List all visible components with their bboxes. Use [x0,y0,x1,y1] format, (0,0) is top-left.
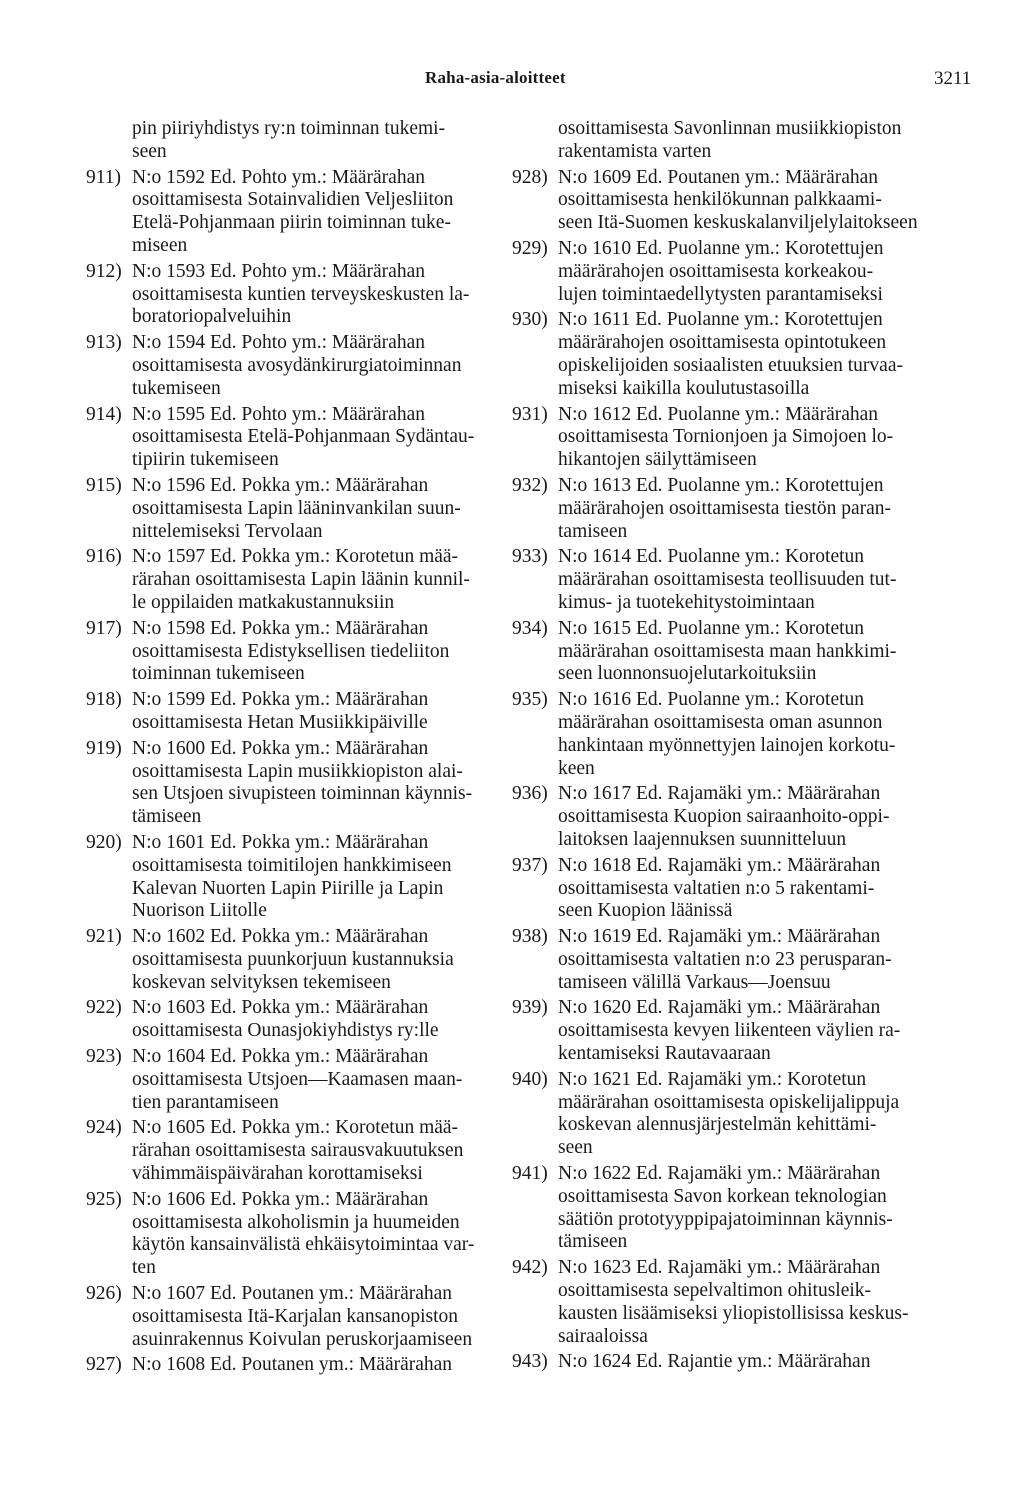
list-item [86,546,494,614]
entry-number: 938) [512,926,548,948]
text-line: N:o 1598 Ed. Pokka ym.: Määrärahan [132,617,429,639]
text-line: N:o 1623 Ed. Rajamäki ym.: Määrärahan [558,1257,881,1279]
continued-entry-text [558,118,950,164]
entry-text [132,926,494,994]
entry-number: 927) [86,1354,122,1376]
text-line: osoittamisesta Savonlinnan musiikkiopiston [558,118,902,139]
list-item [86,832,494,923]
text-line: N:o 1610 Ed. Puolanne ym.: Korotettujen [558,237,884,259]
text-line: kimus- ja tuotekehitystoimintaan [558,591,815,613]
entry-text [558,689,950,780]
text-line: rakentamista varten [558,140,712,162]
text-line: ten [132,1257,156,1279]
text-line: N:o 1613 Ed. Puolanne ym.: Korotettujen [558,474,884,496]
text-line: osoittamisesta avosydänkirurgiatoiminnan [132,354,462,376]
entry-number: 933) [512,546,548,568]
text-line: määrärahan osoittamisesta opiskelijalippuja [558,1091,900,1113]
text-line: keen [558,757,595,779]
list-item [512,475,950,543]
text-line: kausten lisäämiseksi yliopistollisissa keskus- [558,1302,909,1324]
text-line: N:o 1595 Ed. Pohto ym.: Määrärahan [132,403,425,425]
entry-number: 942) [512,1257,548,1279]
entry-number: 934) [512,617,548,639]
list-item [86,1354,494,1377]
text-line: määrärahojen osoittamisesta tiestön paran- [558,497,892,519]
text-line: miseksi kaikilla koulutustasoilla [558,377,810,399]
text-line: seen luonnonsuojelutarkoituksiin [558,663,817,685]
entry-text [132,546,494,614]
text-line: tamiseen [558,520,628,542]
entry-number: 920) [86,831,122,853]
list-item [86,738,494,829]
entry-text [558,855,950,923]
text-line: sairaaloissa [558,1325,648,1347]
entry-number: 912) [86,260,122,282]
entry-number: 914) [86,403,122,425]
list-item [512,618,950,686]
text-line: N:o 1606 Ed. Pokka ym.: Määrärahan [132,1188,429,1210]
text-line: osoittamisesta Sotainvalidien Veljesliiton [132,189,454,211]
text-line: N:o 1609 Ed. Poutanen ym.: Määrärahan [558,166,879,188]
entry-text [558,997,950,1065]
entry-number: 919) [86,737,122,759]
entry-number: 915) [86,474,122,496]
text-line: N:o 1608 Ed. Poutanen ym.: Määrärahan [132,1354,453,1376]
list-item [512,689,950,780]
text-line: osoittamisesta Tornionjoen ja Simojoen lo- [558,426,894,448]
list-item [512,238,950,306]
entry-number: 941) [512,1163,548,1185]
text-line: tipiirin tukemiseen [132,449,279,471]
text-line: N:o 1624 Ed. Rajantie ym.: Määrärahan [558,1351,871,1373]
text-line: N:o 1599 Ed. Pokka ym.: Määrärahan [132,689,429,711]
entry-number: 932) [512,474,548,496]
text-line: käytön kansainvälistä ehkäisytoimintaa var- [132,1234,475,1256]
list-item [86,1189,494,1280]
text-line: osoittamisesta Savon korkean teknologian [558,1185,887,1207]
text-line: osoittamisesta Hetan Musiikkipäiville [132,711,428,733]
entry-number: 935) [512,689,548,711]
list-item [86,332,494,400]
text-line: N:o 1620 Ed. Rajamäki ym.: Määrärahan [558,997,881,1019]
text-line: sen Utsjoen sivupisteen toiminnan käynnis- [132,783,473,805]
text-line: osoittamisesta Edistyksellisen tiedeliiton [132,640,450,662]
entry-number: 930) [512,309,548,331]
text-line: opiskelijoiden sosiaalisten etuuksien turvaa- [558,354,903,376]
entry-number: 925) [86,1188,122,1210]
text-line: N:o 1594 Ed. Pohto ym.: Määrärahan [132,332,425,354]
list-item [512,1069,950,1160]
text-line: osoittamisesta kuntien terveyskeskusten la- [132,283,470,305]
text-line: le oppilaiden matkakustannuksiin [132,591,395,613]
list-item [512,855,950,923]
list-item [512,1351,950,1374]
text-line: vähimmäispäivärahan korottamiseksi [132,1163,423,1185]
text-line: N:o 1618 Ed. Rajamäki ym.: Määrärahan [558,854,881,876]
text-line: Kalevan Nuorten Lapin Piirille ja Lapin [132,877,444,899]
text-line: osoittamisesta Utsjoen—Kaamasen maan- [132,1068,463,1090]
text-line: N:o 1614 Ed. Puolanne ym.: Korotetun [558,546,865,568]
entry-text [558,1163,950,1254]
continued-entry-text [132,118,494,164]
text-line: osoittamisesta Lapin lääninvankilan suun- [132,497,461,519]
text-line: N:o 1612 Ed. Puolanne ym.: Määrärahan [558,403,879,425]
text-line: tämiseen [132,806,202,828]
entry-number: 926) [86,1283,122,1305]
text-line: tukemiseen [132,377,221,399]
entry-text [558,546,950,614]
entry-number: 939) [512,997,548,1019]
entry-number: 940) [512,1068,548,1090]
entry-text [558,618,950,686]
text-line: N:o 1615 Ed. Puolanne ym.: Korotetun [558,617,865,639]
text-line: N:o 1597 Ed. Pokka ym.: Korotetun mää- [132,546,459,568]
list-item [86,261,494,329]
text-line: N:o 1596 Ed. Pokka ym.: Määrärahan [132,474,429,496]
text-line: N:o 1621 Ed. Rajamäki ym.: Korotetun [558,1068,867,1090]
entry-number: 931) [512,403,548,425]
list-item [86,618,494,686]
text-line: N:o 1593 Ed. Pohto ym.: Määrärahan [132,260,425,282]
list-item [512,167,950,235]
entry-number: 936) [512,783,548,805]
text-line: seen Itä-Suomen keskuskalanviljelylaitokseen [558,212,918,234]
text-line: nittelemiseksi Tervolaan [132,520,323,542]
text-line: osoittamisesta valtatien n:o 23 perusparan- [558,948,892,970]
entry-text [132,618,494,686]
entry-text [132,738,494,829]
entry-text [132,1117,494,1185]
entry-number: 916) [86,546,122,568]
entry-text [558,238,950,306]
entry-number: 921) [86,926,122,948]
entry-text [132,475,494,543]
list-item [512,783,950,851]
text-line: osoittamisesta Kuopion sairaanhoito-oppi- [558,806,890,828]
text-line: N:o 1601 Ed. Pokka ym.: Määrärahan [132,831,429,853]
list-item [86,997,494,1043]
entry-text [132,1046,494,1114]
text-line: kentamiseksi Rautavaaraan [558,1043,771,1065]
entry-text [132,1189,494,1280]
text-line: määrärahojen osoittamisesta opintotukeen [558,332,887,354]
page-header [0,68,1024,98]
text-line: säätiön prototyyppipajatoiminnan käynnis- [558,1208,893,1230]
text-line: N:o 1622 Ed. Rajamäki ym.: Määrärahan [558,1163,881,1185]
page-number: 3211 [934,68,972,89]
text-line: N:o 1616 Ed. Puolanne ym.: Korotetun [558,689,865,711]
text-line: osoittamisesta puunkorjuun kustannuksia [132,948,454,970]
entry-text [558,167,950,235]
text-line: seen Kuopion läänissä [558,900,733,922]
text-line: lujen toimintaedellytysten parantamiseksi [558,283,883,305]
text-line: N:o 1603 Ed. Pokka ym.: Määrärahan [132,997,429,1019]
text-line: N:o 1602 Ed. Pokka ym.: Määrärahan [132,926,429,948]
list-item [86,475,494,543]
entry-text [558,1069,950,1160]
entry-number: 929) [512,237,548,259]
text-line: määrärahojen osoittamisesta korkeakou- [558,260,874,282]
entry-number: 923) [86,1046,122,1068]
entry-text [132,997,494,1043]
entry-number: 917) [86,617,122,639]
entry-number: 911) [86,166,122,188]
entry-text [132,404,494,472]
list-item [512,926,950,994]
entry-text [558,475,950,543]
text-line: boratoriopalveluihin [132,306,292,328]
text-line: pin piiriyhdistys ry:n toiminnan tukemi- [132,118,446,139]
entry-text [132,261,494,329]
text-line: osoittamisesta Etelä-Pohjanmaan Sydäntau- [132,426,475,448]
text-line: toiminnan tukemiseen [132,663,305,685]
text-line: rärahan osoittamisesta Lapin läänin kunnil- [132,569,470,591]
entry-number: 928) [512,166,548,188]
running-title: Raha-asia-aloitteet [425,68,566,87]
list-item [86,689,494,735]
text-line: miseen [132,234,188,256]
entry-number: 924) [86,1117,122,1139]
text-line: asuinrakennus Koivulan peruskorjaamiseen [132,1328,473,1350]
entry-text [558,926,950,994]
text-line: hankintaan myönnettyjen lainojen korkotu- [558,734,896,756]
text-line: osoittamisesta alkoholismin ja huumeiden [132,1211,460,1233]
text-line: osoittamisesta kevyen liikenteen väylien ra- [558,1020,901,1042]
text-line: osoittamisesta Itä-Karjalan kansanopiston [132,1305,458,1327]
entry-text [558,309,950,400]
list-item [86,404,494,472]
text-line: laitoksen laajennuksen suunnitteluun [558,828,847,850]
text-line: hikantojen säilyttämiseen [558,449,757,471]
text-line: N:o 1605 Ed. Pokka ym.: Korotetun mää- [132,1117,459,1139]
entry-text [132,332,494,400]
entry-text [558,404,950,472]
list-item [512,404,950,472]
text-line: N:o 1607 Ed. Poutanen ym.: Määrärahan [132,1283,453,1305]
entry-number: 913) [86,332,122,354]
left-column [86,118,494,1377]
list-item [512,997,950,1065]
text-line: tien parantamiseen [132,1091,279,1113]
text-line: N:o 1604 Ed. Pokka ym.: Määrärahan [132,1046,429,1068]
entry-text [132,1354,494,1377]
entry-text [132,689,494,735]
text-line: koskevan alennusjärjestelmän kehittämi- [558,1114,877,1136]
entry-text [558,1351,950,1374]
text-line: seen [132,140,167,162]
text-line: N:o 1592 Ed. Pohto ym.: Määrärahan [132,166,425,188]
list-item [86,1283,494,1351]
list-item [512,546,950,614]
entry-text [558,1257,950,1348]
text-line: määrärahan osoittamisesta oman asunnon [558,711,883,733]
entry-number: 922) [86,997,122,1019]
entry-number: 937) [512,854,548,876]
text-line: tamiseen välillä Varkaus—Joensuu [558,971,831,993]
text-line: seen [558,1137,593,1159]
text-line: osoittamisesta sepelvaltimon ohitusleik- [558,1280,872,1302]
text-line: Etelä-Pohjanmaan piirin toiminnan tuke- [132,212,451,234]
text-line: osoittamisesta Lapin musiikkiopiston alai- [132,760,463,782]
text-line: määrärahan osoittamisesta maan hankkimi- [558,640,897,662]
entry-text [132,1283,494,1351]
list-item [86,926,494,994]
entry-text [132,167,494,258]
text-line: osoittamisesta valtatien n:o 5 rakentami- [558,877,875,899]
list-item [512,1163,950,1254]
text-line: määrärahan osoittamisesta teollisuuden tut- [558,569,897,591]
entry-number: 943) [512,1351,548,1373]
text-line: Nuorison Liitolle [132,900,267,922]
text-line: N:o 1619 Ed. Rajamäki ym.: Määrärahan [558,926,881,948]
text-line: N:o 1611 Ed. Puolanne ym.: Korotettujen [558,309,883,331]
list-item [86,167,494,258]
text-line: rärahan osoittamisesta sairausvakuutuksen [132,1140,464,1162]
text-line: koskevan selvityksen tekemiseen [132,971,391,993]
text-line: osoittamisesta toimitilojen hankkimiseen [132,854,452,876]
list-item [512,309,950,400]
entry-text [558,783,950,851]
entry-text [132,832,494,923]
text-line: N:o 1617 Ed. Rajamäki ym.: Määrärahan [558,783,881,805]
list-item [86,1117,494,1185]
text-line: tämiseen [558,1231,628,1253]
list-item [86,1046,494,1114]
text-line: osoittamisesta henkilökunnan palkkaami- [558,189,882,211]
entry-number: 918) [86,689,122,711]
text-line: N:o 1600 Ed. Pokka ym.: Määrärahan [132,737,429,759]
right-column [512,118,950,1374]
list-item [512,1257,950,1348]
text-line: osoittamisesta Ounasjokiyhdistys ry:lle [132,1020,439,1042]
